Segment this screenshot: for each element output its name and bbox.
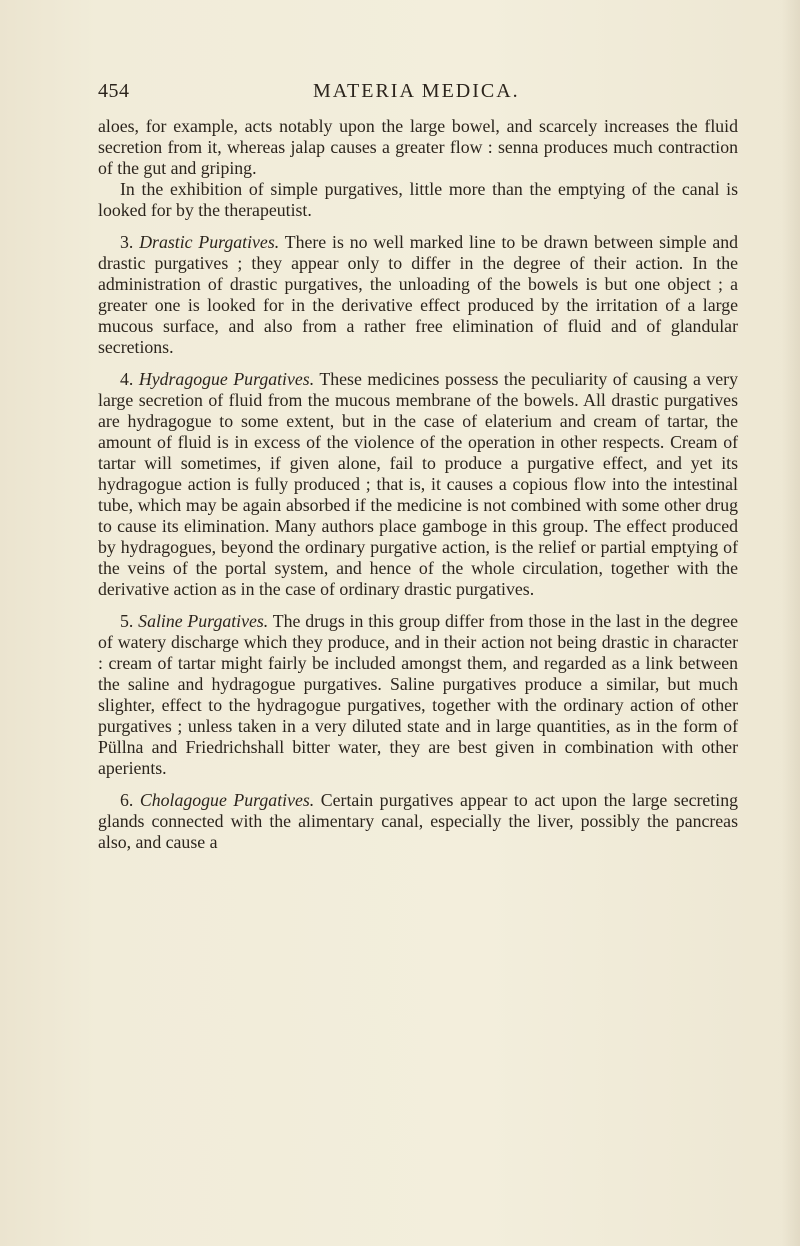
running-title: MATERIA MEDICA. [313, 80, 520, 102]
section-cholagogue-purgatives [98, 790, 738, 853]
section-heading: Saline Purgatives. [138, 611, 269, 631]
section-hydragogue-purgatives [98, 369, 738, 600]
section-number: 3. [120, 232, 134, 252]
section-number: 6. [120, 790, 134, 810]
paragraph-simple-purgatives: In the exhibition of simple purgatives, little more than the emptying of the canal is looked for by the therapeutist. [98, 179, 738, 220]
section-body: Certain purgatives appear to act upon the large secreting glands connected with the alimentary canal, especially the liver, possibly the pancreas also, and cause a [98, 790, 738, 852]
paragraph-continued: aloes, for example, acts notably upon the large bowel, and scarcely increases the fluid secretion from it, whereas jalap causes a greater flow : senna produces much contraction of the gut and griping. [98, 116, 738, 178]
page-edge-shadow [782, 0, 800, 1246]
section-heading: Drastic Purgatives. [139, 232, 280, 252]
page-header [98, 80, 738, 108]
section-body: There is no well marked line to be drawn between simple and drastic purgatives ; they appear only to differ in the degree of their action. In the administration of drastic purgatives, the unloading of the bowels is but one object ; a greater one is looked for in the derivative effect produced by the irritation of a large mucous surface, and also from a rather free elimination of fluid and of glandular secretions. [98, 232, 739, 357]
section-heading: Hydragogue Purgatives. [138, 369, 315, 389]
section-body: These medicines possess the peculiarity of causing a very large secretion of fluid from the mucous membrane of the bowels. All drastic purgatives are hydragogue to some extent, but in the case of elaterium and cream of tartar, the amount of fluid is in excess of the violence of the operation in other respects. Cream of tartar will sometimes, if given alone, fail to produce a purgative effect, and yet its hydragogue action is fully produced ; that is, it causes a copious flow into the intestinal tube, which may be again absorbed if the medicine is not combined with some other drug to cause its elimination. Many authors place gamboge in this group. The effect produced by hydragogues, beyond the ordinary purgative action, is the relief or partial emptying of the veins of the portal system, and hence of the whole circulation, together with the derivative action as in the case of ordinary drastic purgatives. [98, 369, 738, 599]
section-number: 4. [120, 369, 134, 389]
body-text [98, 116, 738, 853]
section-number: 5. [120, 611, 134, 631]
section-drastic-purgatives [98, 232, 738, 358]
page-number: 454 [98, 80, 130, 102]
section-saline-purgatives [98, 611, 738, 779]
section-heading: Cholagogue Purgatives. [139, 790, 315, 810]
section-body: The drugs in this group differ from those in the last in the degree of watery discharge which they produce, and in their action not being drastic in character : cream of tartar might fairly be included amongst them, and regarded as a link between the saline and hydragogue purgatives. Saline purgatives produce a similar, but much slighter, effect to the hydragogue purgatives, together with the ordinary action of other purgatives ; unless taken in a very diluted state and in large quantities, as in the form of Püllna and Friedrichshall bitter water, they are best given in combination with other aperients. [98, 611, 738, 778]
